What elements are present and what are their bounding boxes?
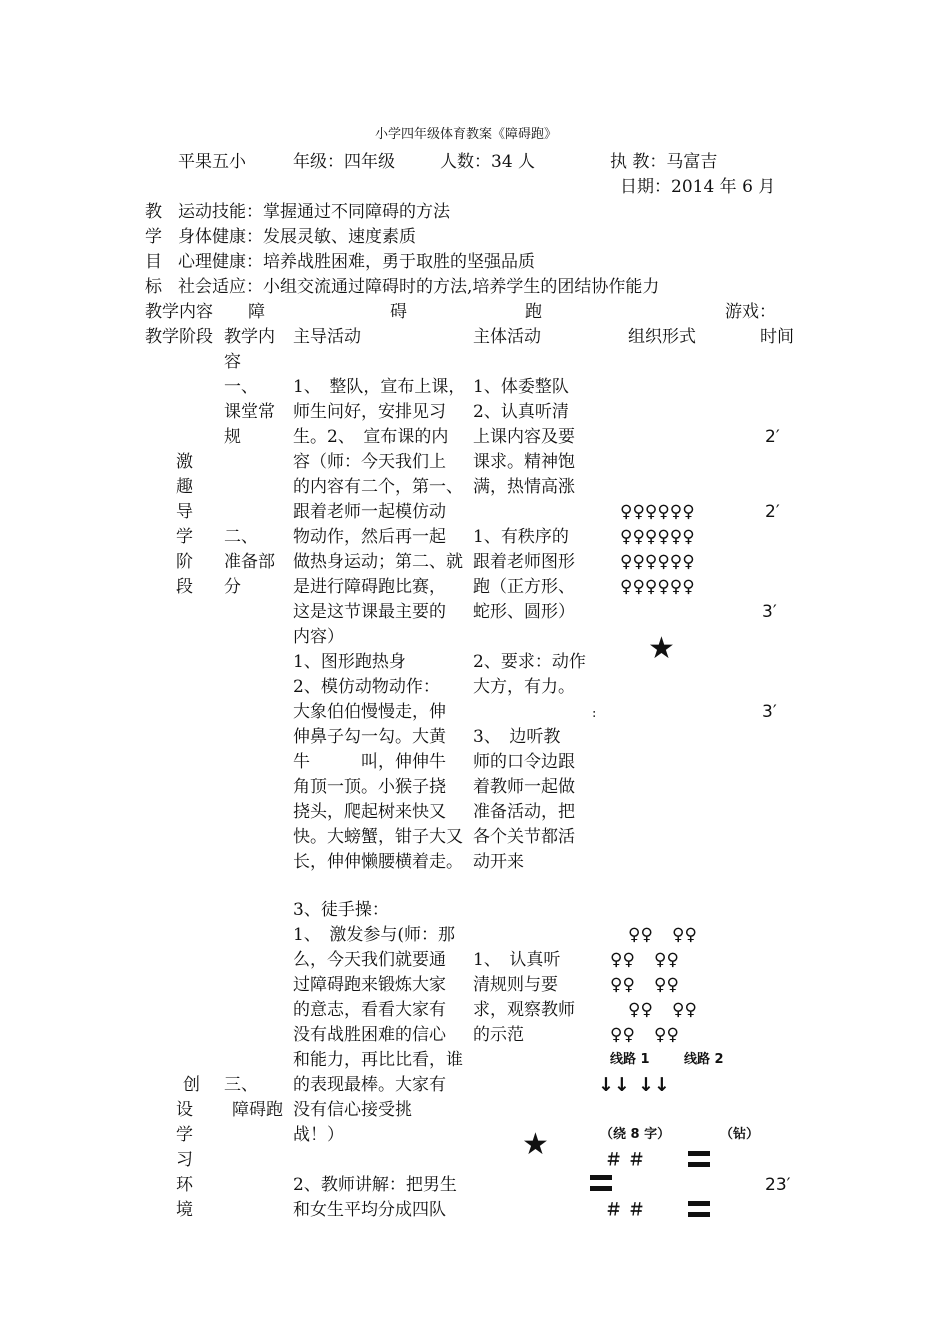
main-line: 上课内容及要 <box>473 427 575 447</box>
stage-char: 设 <box>176 1100 193 1120</box>
goals-side-char: 教 <box>145 202 162 222</box>
header-content-cont: 容 <box>224 352 241 372</box>
obstacle-bar-icon <box>688 1201 710 1217</box>
grade: 年级：四年级 <box>293 152 395 172</box>
section-label: 规 <box>224 427 241 447</box>
main-line: 动开来 <box>473 852 524 872</box>
content-char: 障 <box>248 302 265 322</box>
stage-char: 阶 <box>176 552 193 572</box>
lead-line: 大象伯伯慢慢走，伸 <box>293 702 446 722</box>
goal-item: 社会适应：小组交流通过障碍时的方法,培养学生的团结协作能力 <box>178 277 660 297</box>
stage-char: 习 <box>176 1150 193 1170</box>
time-value: 3′ <box>762 602 777 622</box>
female-icon: ♀♀ <box>610 975 635 995</box>
time-value: 2′ <box>765 427 780 447</box>
goals-side-char: 目 <box>145 252 162 272</box>
lead-line: 挠头，爬起树来快又 <box>293 802 446 822</box>
female-icon: ♀♀♀♀♀♀ <box>620 577 695 597</box>
time-value: 23′ <box>765 1175 791 1195</box>
lead-line: 内容） <box>293 627 344 647</box>
star-icon: ★ <box>648 631 675 666</box>
hash-obstacle-icon: ＃ ＃ <box>605 1150 645 1170</box>
lead-line: 么，今天我们就要通 <box>293 950 446 970</box>
content-game: 游戏： <box>725 302 776 322</box>
route-1-label: 线路 1 <box>610 1052 650 1067</box>
female-icon: ♀♀ <box>654 975 679 995</box>
content-char: 碍 <box>390 302 407 322</box>
stage-char: 环 <box>176 1175 193 1195</box>
lead-line: 的表现最棒。大家有 <box>293 1075 446 1095</box>
arrow-down-icon: ↓↓ <box>638 1074 670 1096</box>
lead-line: 和女生平均分成四队 <box>293 1200 446 1220</box>
section-label: 分 <box>224 577 241 597</box>
lead-line: 角顶一顶。小猴子挠 <box>293 777 446 797</box>
lead-line: 容（师：今天我们上 <box>293 452 446 472</box>
hash-obstacle-icon: ＃ ＃ <box>605 1200 645 1220</box>
main-line: 跑（正方形、 <box>473 577 575 597</box>
female-icon: ♀♀ <box>654 950 679 970</box>
female-icon: ♀♀♀♀♀♀ <box>620 552 695 572</box>
header-content: 教学内 <box>224 327 275 347</box>
lead-line: 做热身运动；第二、就 <box>293 552 463 572</box>
section-label: 准备部 <box>224 552 275 572</box>
goals-side-char: 学 <box>145 227 162 247</box>
section-label: 障碍跑 <box>232 1100 283 1120</box>
main-line: 的示范 <box>473 1025 524 1045</box>
female-icon: ♀♀ <box>610 1025 635 1045</box>
obstacle-bar-icon <box>590 1175 612 1191</box>
lead-line: 3、徒手操： <box>293 900 389 920</box>
section-label: 二、 <box>224 527 258 547</box>
lead-line: 牛 叫，伸伸牛 <box>293 752 446 772</box>
lead-line: 长，伸伸懒腰横着走。 <box>293 852 463 872</box>
goal-item: 心理健康：培养战胜困难，勇于取胜的坚强品质 <box>178 252 535 272</box>
lead-line: 的内容有二个，第一、 <box>293 477 463 497</box>
main-line: 2、要求：动作 <box>473 652 586 672</box>
school-name: 平果五小 <box>178 152 246 172</box>
lead-line: 伸鼻子勾一勾。大黄 <box>293 727 446 747</box>
main-line: 1、有秩序的 <box>473 527 569 547</box>
stage-char: 导 <box>176 502 193 522</box>
main-line: 1、体委整队 <box>473 377 569 397</box>
main-line: 蛇形、圆形） <box>473 602 575 622</box>
time-value: 3′ <box>762 702 777 722</box>
lead-line: 快。大螃蟹，钳子大又 <box>293 827 463 847</box>
figure-8-label: （绕 8 字） <box>600 1127 671 1142</box>
female-icon: ♀♀♀♀♀♀ <box>620 527 695 547</box>
main-line: 求，观察教师 <box>473 1000 575 1020</box>
main-line: 各个关节都活 <box>473 827 575 847</box>
section-label: 一、 <box>224 377 258 397</box>
stage-char: 激 <box>176 452 193 472</box>
goals-side-char: 标 <box>145 277 162 297</box>
female-icon: ♀♀ <box>672 1000 697 1020</box>
section-label: 三、 <box>224 1075 258 1095</box>
header-lead: 主导活动 <box>293 327 361 347</box>
stage-char: 趣 <box>176 477 193 497</box>
main-line: 2、认真听清 <box>473 402 569 422</box>
lead-line: 战！） <box>293 1125 344 1145</box>
female-icon: ♀♀ <box>610 950 635 970</box>
stage-char: 学 <box>176 527 193 547</box>
lead-line: 过障碍跑来锻炼大家 <box>293 975 446 995</box>
lead-line: 没有战胜困难的信心 <box>293 1025 446 1045</box>
student-count: 人数：34 人 <box>440 152 536 172</box>
main-line: 着教师一起做 <box>473 777 575 797</box>
stage-char: 学 <box>176 1125 193 1145</box>
star-icon: ★ <box>522 1127 549 1162</box>
content-label: 教学内容 <box>145 302 213 322</box>
header-stage: 教学阶段 <box>145 327 213 347</box>
lead-line: 生。2、 宣布课的内 <box>293 427 449 447</box>
stage-char: 段 <box>176 577 193 597</box>
stage-char: 境 <box>176 1200 193 1220</box>
lead-line: 师生问好，安排见习 <box>293 402 446 422</box>
obstacle-bar-icon <box>688 1151 710 1167</box>
lead-line: 1、图形跑热身 <box>293 652 406 672</box>
female-icon: ♀♀♀♀♀♀ <box>620 502 695 522</box>
lead-line: 1、 激发参与(师：那 <box>293 925 455 945</box>
female-icon: ♀♀ <box>628 925 653 945</box>
lead-line: 这是这节课最主要的 <box>293 602 446 622</box>
main-line: 满，热情高涨 <box>473 477 575 497</box>
main-line: 3、 边听教 <box>473 727 561 747</box>
lead-line: 跟着老师一起模仿动 <box>293 502 446 522</box>
header-time: 时间 <box>760 327 794 347</box>
drill-label: （钻） <box>720 1127 760 1142</box>
main-line: 师的口令边跟 <box>473 752 575 772</box>
header-main: 主体活动 <box>473 327 541 347</box>
main-line: 大方，有力。 <box>473 677 575 697</box>
lead-line: 物动作，然后再一起 <box>293 527 446 547</box>
route-2-label: 线路 2 <box>684 1052 724 1067</box>
main-line: 课求。精神饱 <box>473 452 575 472</box>
content-char: 跑 <box>525 302 542 322</box>
female-icon: ♀♀ <box>672 925 697 945</box>
lead-line: 2、教师讲解：把男生 <box>293 1175 457 1195</box>
section-label: 课堂常 <box>224 402 275 422</box>
lead-line: 是进行障碍跑比赛， <box>293 577 446 597</box>
date: 日期：2014 年 6 月 <box>620 177 776 197</box>
female-icon: ♀♀ <box>654 1025 679 1045</box>
time-value: 2′ <box>765 502 780 522</box>
lead-line: 和能力，再比比看，谁 <box>293 1050 463 1070</box>
arrow-down-icon: ↓↓ <box>598 1074 630 1096</box>
main-line: 1、 认真听 <box>473 950 561 970</box>
lead-line: 2、模仿动物动作： <box>293 677 440 697</box>
main-line: 跟着老师图形 <box>473 552 575 572</box>
goal-item: 运动技能：掌握通过不同障碍的方法 <box>178 202 450 222</box>
lead-line: 没有信心接受挑 <box>293 1100 412 1120</box>
main-line: 准备活动，把 <box>473 802 575 822</box>
lead-line: 的意志，看看大家有 <box>293 1000 446 1020</box>
main-line: 清规则与要 <box>473 975 558 995</box>
female-icon: ♀♀ <box>628 1000 653 1020</box>
goal-item: 身体健康：发展灵敏、速度素质 <box>178 227 416 247</box>
doc-title: 小学四年级体育教案《障碍跑》 <box>375 127 558 142</box>
header-org: 组织形式 <box>628 327 696 347</box>
colon-mark: : <box>592 706 597 721</box>
stage-char: 创 <box>183 1075 200 1095</box>
teacher: 执 教：马富吉 <box>610 152 718 172</box>
lead-line: 1、 整队，宣布上课， <box>293 377 466 397</box>
